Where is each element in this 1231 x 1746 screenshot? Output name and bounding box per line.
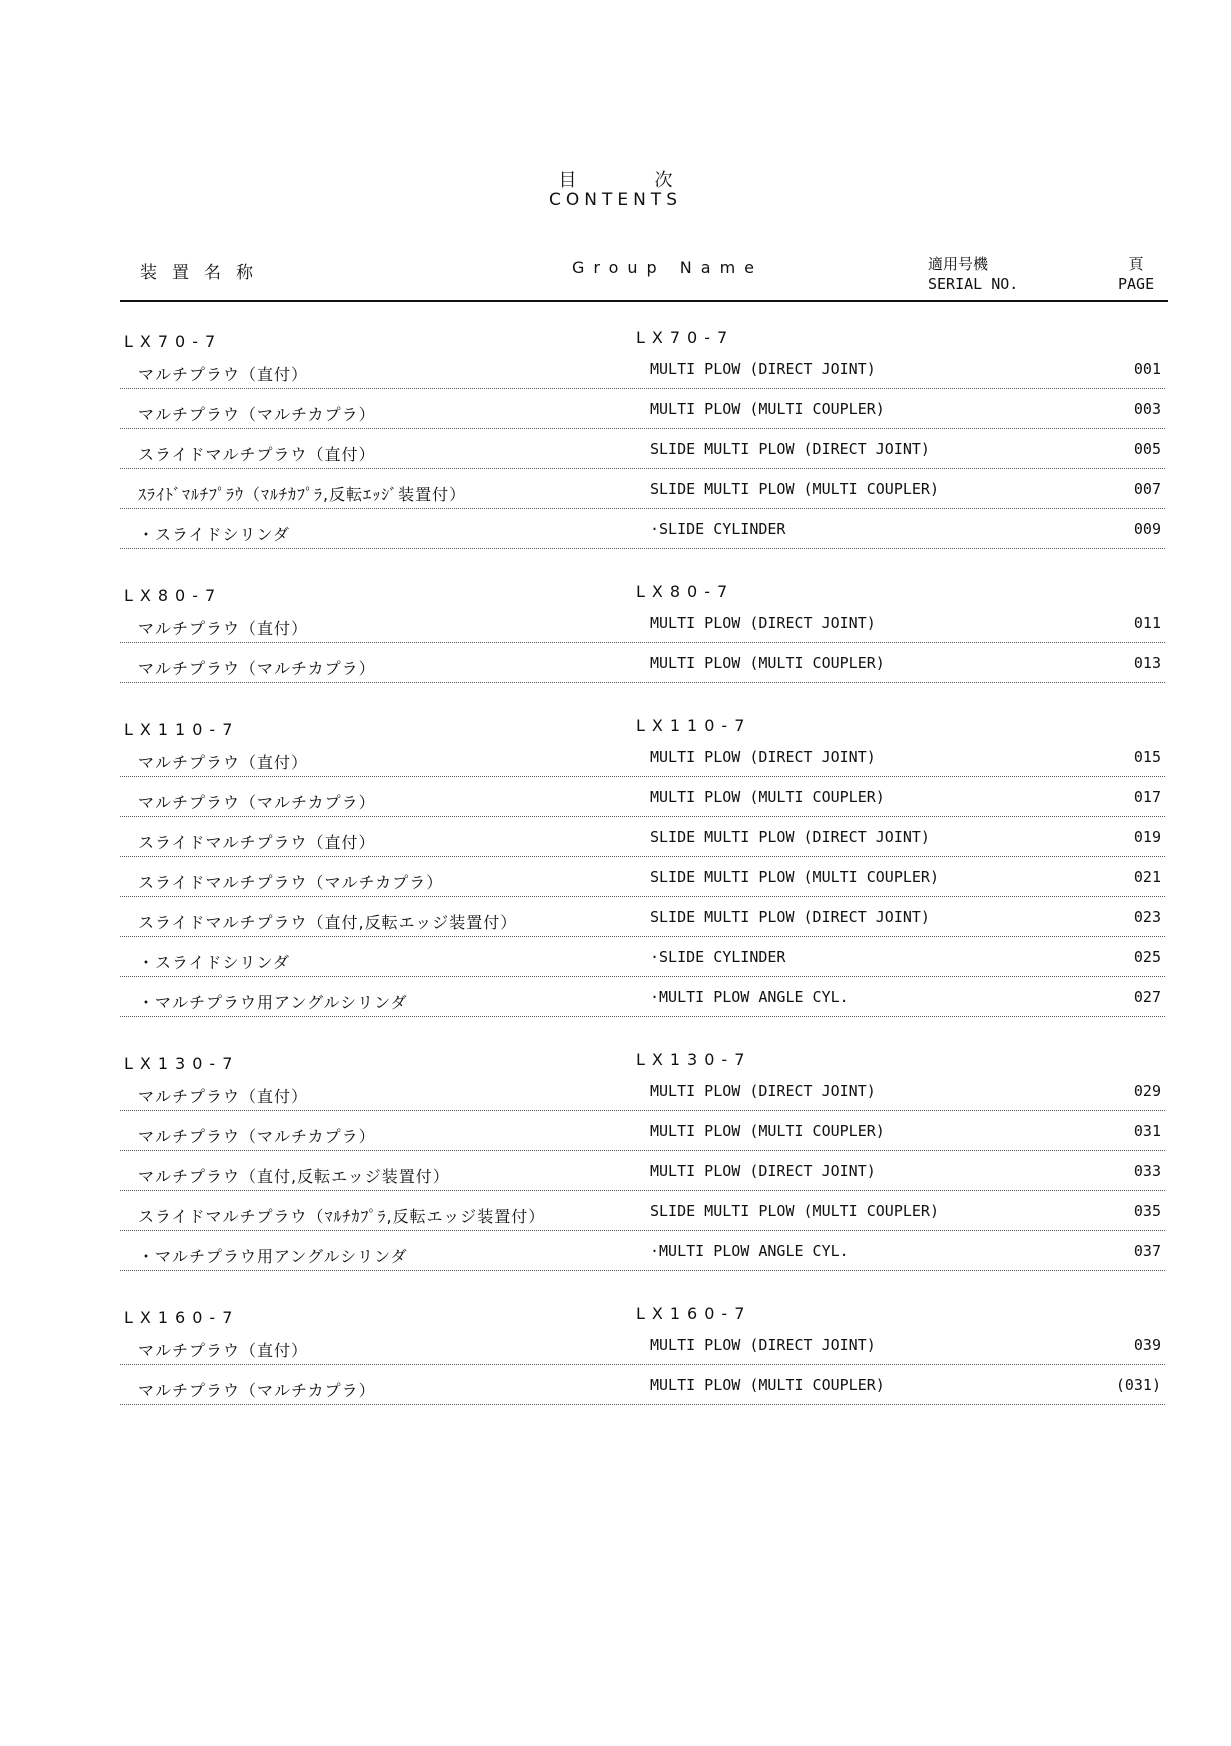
toc-entry-name-jp: スライドマルチプラウ（ﾏﾙﾁｶﾌﾟﾗ,反転エッジ装置付） <box>138 1207 546 1226</box>
dotted-leader <box>120 1270 1165 1271</box>
model-name-jp: LX160-7 <box>124 1308 240 1327</box>
column-header-serial-en: SERIAL NO. <box>928 275 1019 293</box>
toc-entry-page: 017 <box>1133 788 1161 806</box>
toc-entry[interactable] <box>0 980 1231 1020</box>
dotted-leader <box>120 1150 1165 1151</box>
dotted-leader <box>120 1404 1165 1405</box>
column-header-group-name-en: Group Name <box>572 258 763 277</box>
page-title-jp: 目次 <box>558 170 751 191</box>
toc-entry[interactable] <box>0 900 1231 940</box>
toc-entry-page: 007 <box>1133 480 1161 498</box>
toc-entry-page: (031) <box>1115 1376 1161 1394</box>
column-header-page <box>1118 254 1154 294</box>
toc-entry-name-en: MULTI PLOW (MULTI COUPLER) <box>650 400 885 418</box>
toc-entry-name-en: SLIDE MULTI PLOW (MULTI COUPLER) <box>650 868 939 886</box>
model-name-en: LX80-7 <box>636 582 735 601</box>
toc-entry-name-jp: マルチプラウ（直付） <box>138 619 309 638</box>
toc-entry-name-en: MULTI PLOW (DIRECT JOINT) <box>650 614 876 632</box>
column-header-page-jp: 頁 <box>1128 255 1144 273</box>
dotted-leader <box>120 896 1165 897</box>
toc-entry-name-jp: ｽﾗｲﾄﾞﾏﾙﾁﾌﾟﾗｳ（ﾏﾙﾁｶﾌﾟﾗ,反転ｴｯｼﾞ装置付） <box>138 485 467 504</box>
toc-entry-name-jp: マルチプラウ（直付） <box>138 753 309 772</box>
dotted-leader <box>120 1110 1165 1111</box>
toc-entry-name-jp: マルチプラウ（マルチカプラ） <box>138 1127 376 1146</box>
toc-entry-page: 035 <box>1133 1202 1161 1220</box>
header-rule <box>120 300 1168 302</box>
toc-entry-name-jp: マルチプラウ（マルチカプラ） <box>138 405 376 424</box>
toc-entry-name-en: SLIDE MULTI PLOW (DIRECT JOINT) <box>650 440 930 458</box>
model-name-jp: LX80-7 <box>124 586 223 605</box>
dotted-leader <box>120 1016 1165 1017</box>
dotted-leader <box>120 1364 1165 1365</box>
toc-entry-name-en: MULTI PLOW (DIRECT JOINT) <box>650 748 876 766</box>
dotted-leader <box>120 976 1165 977</box>
toc-entry[interactable] <box>0 1368 1231 1408</box>
toc-entry-page: 029 <box>1133 1082 1161 1100</box>
toc-entry-name-en: SLIDE MULTI PLOW (MULTI COUPLER) <box>650 1202 939 1220</box>
model-name-en: LX110-7 <box>636 716 752 735</box>
model-group <box>0 1302 1231 1408</box>
column-header-page-en: PAGE <box>1118 275 1155 293</box>
toc-entry-name-en: MULTI PLOW (DIRECT JOINT) <box>650 1162 876 1180</box>
toc-entry-name-jp: ・マルチプラウ用アングルシリンダ <box>138 1247 408 1266</box>
toc-entry-page: 023 <box>1133 908 1161 926</box>
toc-entry-page: 033 <box>1133 1162 1161 1180</box>
dotted-leader <box>120 1230 1165 1231</box>
model-group-heading <box>0 714 1231 740</box>
toc-entry-page: 027 <box>1133 988 1161 1006</box>
toc-entry-page: 015 <box>1133 748 1161 766</box>
toc-entry-name-jp: ・スライドシリンダ <box>138 953 290 972</box>
dotted-leader <box>120 856 1165 857</box>
toc-entry-page: 037 <box>1133 1242 1161 1260</box>
toc-entry-name-en: MULTI PLOW (DIRECT JOINT) <box>650 1082 876 1100</box>
toc-entry[interactable] <box>0 1328 1231 1368</box>
dotted-leader <box>120 388 1165 389</box>
toc-entry-name-en: MULTI PLOW (DIRECT JOINT) <box>650 360 876 378</box>
toc-entry-page: 009 <box>1133 520 1161 538</box>
toc-entry-name-jp: マルチプラウ（マルチカプラ） <box>138 659 376 678</box>
column-header-group-name-jp: 装置名称 <box>140 263 268 283</box>
toc-entry-name-jp: ・マルチプラウ用アングルシリンダ <box>138 993 408 1012</box>
toc-entry[interactable] <box>0 1234 1231 1274</box>
toc-entry-name-jp: スライドマルチプラウ（直付） <box>138 833 376 852</box>
model-name-en: LX70-7 <box>636 328 735 347</box>
toc-entry-page: 031 <box>1133 1122 1161 1140</box>
toc-entry-name-en: SLIDE MULTI PLOW (DIRECT JOINT) <box>650 828 930 846</box>
dotted-leader <box>120 776 1165 777</box>
toc-entry[interactable] <box>0 1074 1231 1114</box>
dotted-leader <box>120 682 1165 683</box>
toc-entry-page: 025 <box>1133 948 1161 966</box>
toc-entry-name-jp: スライドマルチプラウ（直付） <box>138 445 376 464</box>
dotted-leader <box>120 936 1165 937</box>
toc-entry-name-jp: マルチプラウ（マルチカプラ） <box>138 793 376 812</box>
model-group <box>0 714 1231 1020</box>
dotted-leader <box>120 642 1165 643</box>
model-name-jp: LX70-7 <box>124 332 223 351</box>
column-header-serial-jp: 適用号機 <box>928 255 989 273</box>
toc-entry-page: 001 <box>1133 360 1161 378</box>
toc-entry-name-en: SLIDE MULTI PLOW (DIRECT JOINT) <box>650 908 930 926</box>
dotted-leader <box>120 508 1165 509</box>
toc-entry-page: 011 <box>1133 614 1161 632</box>
toc-entry[interactable] <box>0 820 1231 860</box>
toc-entry-name-jp: マルチプラウ（マルチカプラ） <box>138 1381 376 1400</box>
toc-entry-page: 039 <box>1133 1336 1161 1354</box>
toc-entry-name-jp: マルチプラウ（直付） <box>138 1087 309 1106</box>
toc-entry[interactable] <box>0 740 1231 780</box>
dotted-leader <box>120 1190 1165 1191</box>
dotted-leader <box>120 468 1165 469</box>
toc-entry-name-jp: マルチプラウ（直付,反転エッジ装置付） <box>138 1167 450 1186</box>
toc-entry-name-en: ·SLIDE CYLINDER <box>650 948 786 966</box>
model-group <box>0 1048 1231 1274</box>
dotted-leader <box>120 816 1165 817</box>
toc-entry-name-en: SLIDE MULTI PLOW (MULTI COUPLER) <box>650 480 939 498</box>
toc-entry-name-jp: マルチプラウ（直付） <box>138 365 309 384</box>
toc-entry-name-en: MULTI PLOW (DIRECT JOINT) <box>650 1336 876 1354</box>
toc-entry[interactable] <box>0 512 1231 552</box>
model-name-jp: LX130-7 <box>124 1054 240 1073</box>
toc-entry-name-en: ·MULTI PLOW ANGLE CYL. <box>650 988 849 1006</box>
toc-entry[interactable] <box>0 646 1231 686</box>
toc-entry[interactable] <box>0 472 1231 512</box>
model-group <box>0 580 1231 686</box>
toc-entry[interactable] <box>0 860 1231 900</box>
toc-entry-page: 021 <box>1133 868 1161 886</box>
dotted-leader <box>120 428 1165 429</box>
toc-entry-name-jp: ・スライドシリンダ <box>138 525 290 544</box>
toc-entry-page: 005 <box>1133 440 1161 458</box>
contents-list <box>0 326 1231 1436</box>
toc-entry-page: 003 <box>1133 400 1161 418</box>
model-group-heading <box>0 1048 1231 1074</box>
model-name-en: LX130-7 <box>636 1050 752 1069</box>
toc-entry-name-en: MULTI PLOW (MULTI COUPLER) <box>650 1122 885 1140</box>
model-group-heading <box>0 326 1231 352</box>
toc-entry-page: 013 <box>1133 654 1161 672</box>
toc-entry-name-en: ·MULTI PLOW ANGLE CYL. <box>650 1242 849 1260</box>
model-group <box>0 326 1231 552</box>
toc-entry[interactable] <box>0 352 1231 392</box>
dotted-leader <box>120 548 1165 549</box>
toc-entry-name-en: MULTI PLOW (MULTI COUPLER) <box>650 788 885 806</box>
page-title-en: CONTENTS <box>549 190 682 210</box>
model-name-en: LX160-7 <box>636 1304 752 1323</box>
model-group-heading <box>0 580 1231 606</box>
toc-entry[interactable] <box>0 1154 1231 1194</box>
toc-entry[interactable] <box>0 940 1231 980</box>
toc-entry-name-en: MULTI PLOW (MULTI COUPLER) <box>650 1376 885 1394</box>
toc-entry-name-en: ·SLIDE CYLINDER <box>650 520 786 538</box>
column-header-serial <box>928 254 1018 294</box>
toc-entry[interactable] <box>0 606 1231 646</box>
toc-entry[interactable] <box>0 392 1231 432</box>
toc-entry-page: 019 <box>1133 828 1161 846</box>
model-name-jp: LX110-7 <box>124 720 240 739</box>
toc-entry-name-jp: スライドマルチプラウ（マルチカプラ） <box>138 873 444 892</box>
toc-entry-name-en: MULTI PLOW (MULTI COUPLER) <box>650 654 885 672</box>
toc-entry-name-jp: スライドマルチプラウ（直付,反転エッジ装置付） <box>138 913 518 932</box>
toc-entry[interactable] <box>0 1114 1231 1154</box>
toc-entry-name-jp: マルチプラウ（直付） <box>138 1341 309 1360</box>
toc-entry[interactable] <box>0 432 1231 472</box>
model-group-heading <box>0 1302 1231 1328</box>
toc-entry[interactable] <box>0 780 1231 820</box>
toc-entry[interactable] <box>0 1194 1231 1234</box>
